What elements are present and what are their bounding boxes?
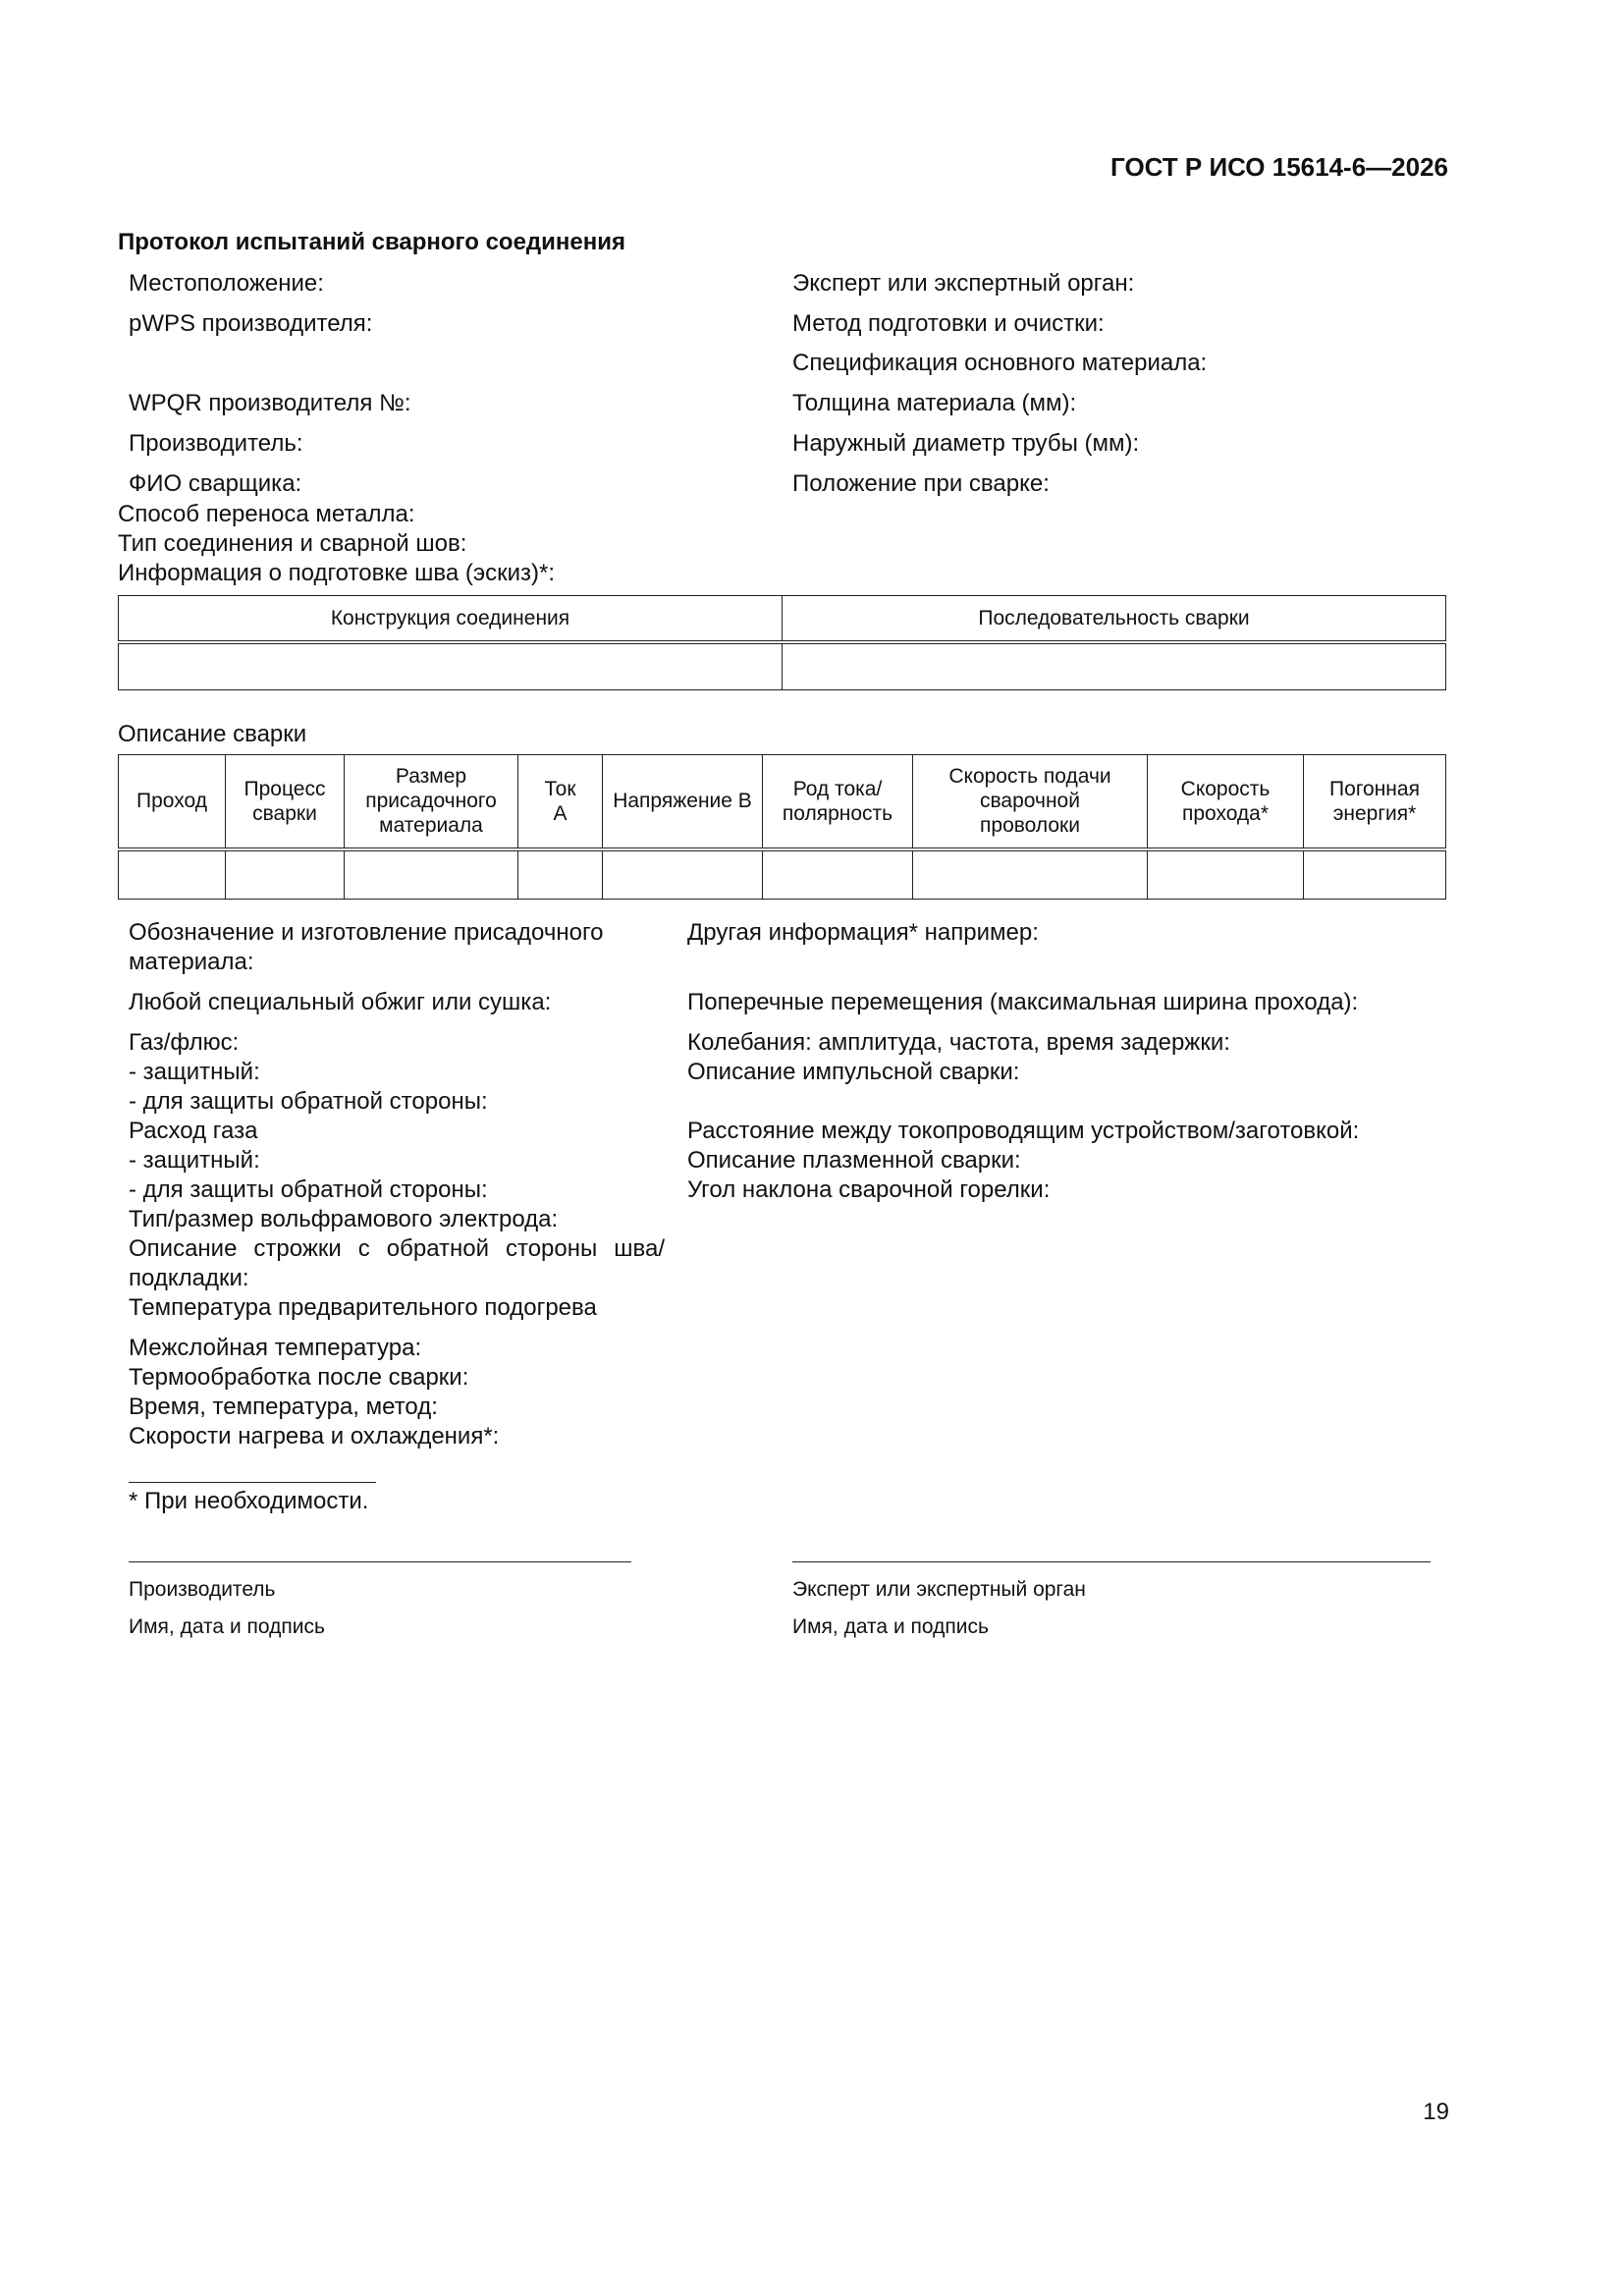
field-contact-tube-distance: Расстояние между токопроводящим устройством/заготовкой: [687, 1118, 1360, 1144]
field-shielding-2: - защитный: [129, 1147, 260, 1174]
col-current: Ток А [518, 755, 603, 849]
col-travel-speed: Скорость прохода* [1148, 755, 1304, 849]
welding-sequence-header: Последовательность сварки [783, 596, 1446, 642]
field-metal-transfer: Способ переноса металла: [118, 501, 415, 527]
welding-details-label: Описание сварки [118, 721, 307, 747]
field-pwps: pWPS производителя: [129, 310, 373, 337]
field-wpqr: WPQR производителя №: [129, 390, 411, 416]
field-other-info: Другая информация* например: [687, 919, 1039, 946]
cell-heat-input[interactable] [1304, 849, 1446, 900]
field-joint-type: Тип соединения и сварной шов: [118, 530, 467, 557]
field-thickness: Толщина материала (мм): [792, 390, 1077, 416]
welding-sequence-cell[interactable] [783, 642, 1446, 690]
field-interpass: Межслойная температура: [129, 1335, 422, 1361]
field-location: Местоположение: [129, 270, 324, 297]
col-filler-size: Размер присадочного материала [345, 755, 518, 849]
field-heating-cooling-rates: Скорости нагрева и охлаждения*: [129, 1423, 500, 1449]
joint-design-header: Конструкция соединения [119, 596, 783, 642]
page-number: 19 [1423, 2099, 1449, 2125]
col-current-type: Род тока/ полярность [763, 755, 913, 849]
field-back-gouging: Описание строжки с обратной стороны шва/ подкладки: [129, 1235, 665, 1291]
field-shielding-1: - защитный: [129, 1059, 260, 1085]
examiner-signature-label: Эксперт или экспертный орган [792, 1578, 1086, 1601]
field-pulse-welding: Описание импульсной сварки: [687, 1059, 1020, 1085]
cell-filler-size[interactable] [345, 849, 518, 900]
field-backing-2: - для защиты обратной стороны: [129, 1176, 488, 1203]
joint-table [118, 595, 1446, 690]
field-backing-1: - для защиты обратной стороны: [129, 1088, 488, 1115]
joint-design-cell[interactable] [119, 642, 783, 690]
field-gas-flux: Газ/флюс: [129, 1029, 240, 1056]
cell-voltage[interactable] [603, 849, 763, 900]
field-welding-position: Положение при сварке: [792, 470, 1050, 497]
field-plasma-welding: Описание плазменной сварки: [687, 1147, 1021, 1174]
field-filler-designation: Обозначение и изготовление присадочного материала: [129, 919, 604, 975]
field-oscillation: Колебания: амплитуда, частота, время задержки: [687, 1029, 1230, 1056]
col-wire-feed: Скорость подачи сварочной проволоки [913, 755, 1148, 849]
cell-current[interactable] [518, 849, 603, 900]
footnote: * При необходимости. [129, 1488, 369, 1514]
field-baking: Любой специальный обжиг или сушка: [129, 989, 552, 1015]
cell-travel-speed[interactable] [1148, 849, 1304, 900]
examiner-signature-line[interactable] [792, 1561, 1431, 1562]
field-examiner: Эксперт или экспертный орган: [792, 270, 1135, 297]
form-title: Протокол испытаний сварного соединения [118, 229, 626, 255]
field-parent-material: Спецификация основного материала: [792, 350, 1208, 376]
manufacturer-signature-sub: Имя, дата и подпись [129, 1615, 325, 1638]
field-preheat: Температура предварительного подогрева [129, 1294, 597, 1321]
field-tungsten-electrode: Тип/размер вольфрамового электрода: [129, 1206, 559, 1232]
field-outside-diameter: Наружный диаметр трубы (мм): [792, 430, 1140, 457]
col-process: Процесс сварки [226, 755, 345, 849]
field-torch-angle: Угол наклона сварочной горелки: [687, 1176, 1051, 1203]
cell-wire-feed[interactable] [913, 849, 1148, 900]
document-code: ГОСТ Р ИСО 15614-6—2026 [1110, 152, 1448, 182]
cell-run[interactable] [119, 849, 226, 900]
welding-details-table [118, 754, 1446, 900]
field-joint-prep: Информация о подготовке шва (эскиз)*: [118, 560, 555, 586]
field-time-temp-method: Время, температура, метод: [129, 1394, 438, 1420]
field-weaving: Поперечные перемещения (максимальная ширина прохода): [687, 989, 1359, 1015]
manufacturer-signature-line[interactable] [129, 1561, 631, 1562]
field-prep-method: Метод подготовки и очистки: [792, 310, 1105, 337]
manufacturer-signature-label: Производитель [129, 1578, 276, 1601]
cell-process[interactable] [226, 849, 345, 900]
field-manufacturer: Производитель: [129, 430, 303, 457]
field-welder-name: ФИО сварщика: [129, 470, 302, 497]
cell-current-type[interactable] [763, 849, 913, 900]
footnote-separator [129, 1482, 376, 1483]
field-gas-flow: Расход газа [129, 1118, 258, 1144]
col-voltage: Напряжение В [603, 755, 763, 849]
col-heat-input: Погонная энергия* [1304, 755, 1446, 849]
col-run: Проход [119, 755, 226, 849]
examiner-signature-sub: Имя, дата и подпись [792, 1615, 989, 1638]
field-pwht: Термообработка после сварки: [129, 1364, 469, 1391]
